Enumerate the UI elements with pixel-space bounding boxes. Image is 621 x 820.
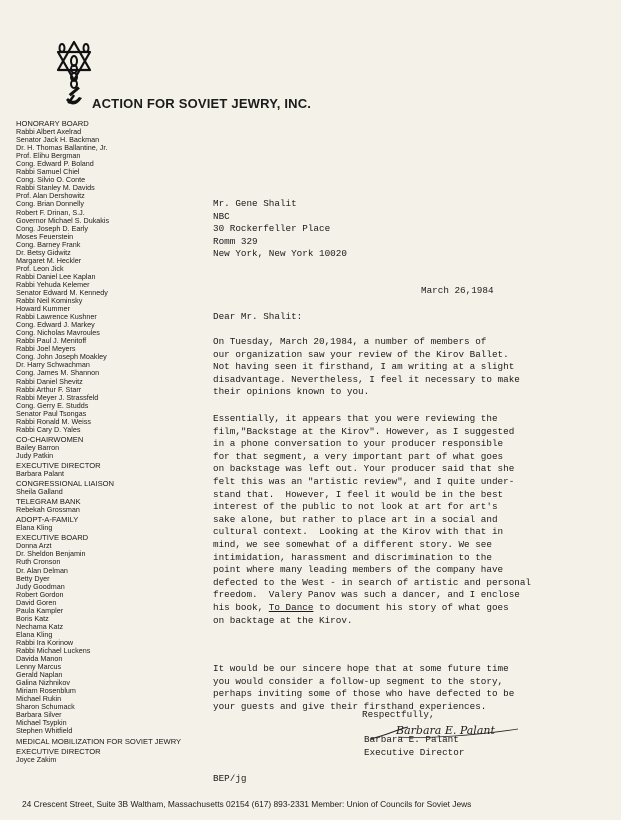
sidebar-section-heading: EXECUTIVE DIRECTOR (16, 460, 101, 470)
sidebar-member-name: Rabbi Meyer J. Strassfeld (16, 392, 99, 402)
sidebar-member-name: Margaret M. Heckler (16, 255, 82, 265)
sidebar-section-heading: CO-CHAIRWOMEN (16, 434, 84, 444)
board-member-sidebar (16, 118, 182, 764)
sidebar-member-name: Rabbi Paul J. Menitoff (16, 336, 87, 346)
paragraph-line: cultural context. Looking at the Kirov with that in (213, 526, 504, 538)
letter-date: March 26,1984 (421, 285, 494, 296)
typist-initials: BEP/jg (213, 773, 247, 784)
sidebar-section-heading: TELEGRAM BANK (16, 497, 81, 507)
sidebar-member-name: Barbara Palant (16, 469, 64, 479)
sidebar-member-name: Cong. Brian Donnelly (16, 199, 84, 209)
sidebar-member-name: Betty Dyer (16, 573, 50, 583)
sidebar-member-name: Rabbi Arthur F. Starr (16, 384, 82, 394)
paragraph-line: sake alone, but rather to place art in a social and (213, 513, 498, 525)
sidebar-member-name: Cong. Edward J. Markey (16, 320, 95, 330)
sidebar-section-heading: MEDICAL MOBILIZATION FOR SOVIET JEWRY (16, 736, 182, 746)
sidebar-member-name: Stephen Whitfield (16, 726, 73, 736)
sidebar-member-name: Prof. Alan Dershowitz (16, 191, 85, 201)
sidebar-member-name: Ruth Cronson (16, 557, 61, 567)
paragraph-2 (213, 413, 531, 627)
sidebar-member-name: Sharon Schumack (16, 702, 75, 712)
paragraph-line: stand that. However, I feel it would be in the best (213, 488, 504, 500)
sidebar-member-name: Rabbi Lawrence Kushner (16, 312, 97, 322)
paragraph-line: film,"Backstage at the Kirov". However, as I suggested (213, 425, 515, 437)
sidebar-member-name: Cong. Joseph D. Early (16, 223, 88, 233)
paragraph-line: defected to the West - in search of artistic and personal (213, 576, 532, 588)
sidebar-member-name: Donna Arzt (16, 541, 52, 551)
salutation: Dear Mr. Shalit: (213, 311, 303, 322)
sidebar-member-name: Galina Nizhnikov (16, 678, 70, 688)
sidebar-member-name: Senator Edward M. Kennedy (16, 287, 108, 297)
sidebar-member-name: Dr. Harry Schwachman (16, 360, 90, 370)
sidebar-member-name: Rabbi Daniel Shevitz (16, 376, 83, 386)
paragraph-line: your guests and give their firsthand experiences. (213, 700, 487, 712)
sidebar-member-name: Rabbi Joel Meyers (16, 344, 76, 354)
paragraph-line: point where many leading members of the company have (213, 564, 504, 576)
recipient-line: 30 Rockerfeller Place (213, 223, 331, 235)
handwritten-signature (368, 717, 528, 743)
book-title: To Dance (268, 601, 314, 613)
sidebar-member-name: Sheila Galland (16, 487, 63, 497)
paragraph-line: Essentially, it appears that you were reviewing the (213, 413, 498, 424)
paragraph-line: their opinions known to you. (213, 386, 370, 398)
paragraph-2-book-line: his book, To Dance to document his story of what goes (213, 601, 509, 613)
sidebar-member-name: Governor Michael S. Dukakis (16, 215, 110, 225)
signature-text: Barbara E. Palant (396, 724, 495, 737)
sidebar-member-name: Bailey Barron (16, 442, 60, 452)
paragraph-line: in a phone conversation to your producer responsible (213, 438, 504, 450)
sidebar-member-name: Rabbi Samuel Chiel (16, 167, 80, 177)
closing: Respectfully, (362, 709, 435, 720)
sidebar-member-name: Rabbi Stanley M. Davids (16, 183, 95, 193)
paragraph-line: perhaps inviting some of those who have defected to be (213, 688, 515, 700)
paragraph-line: On Tuesday, March 20,1984, a number of members of (213, 336, 487, 347)
recipient-line: Mr. Gene Shalit (213, 198, 297, 209)
sidebar-member-name: Senator Paul Tsongas (16, 408, 87, 418)
sidebar-member-name: Michael Tsypkin (16, 718, 67, 728)
paragraph-line: mind, we see somewhat of a different story. We see (213, 538, 492, 550)
sidebar-member-name: Rabbi Michael Luckens (16, 646, 91, 655)
sidebar-member-name: Moses Feuerstein (16, 231, 74, 241)
paragraph-line: felt this was an "artistic review", and I quite under- (213, 475, 515, 487)
sidebar-section-heading: ADOPT-A-FAMILY (16, 515, 79, 525)
sidebar-member-name: Dr. Betsy Gidwitz (16, 247, 71, 257)
paragraph-3 (213, 663, 514, 713)
sidebar-member-name: Elana Kling (16, 629, 53, 639)
sidebar-section-heading: CONGRESSIONAL LIAISON (16, 479, 115, 489)
paragraph-line: you would consider a follow-up segment to the story, (213, 675, 504, 687)
sidebar-member-name: Robert Gordon (16, 589, 64, 599)
sidebar-member-name: Boris Katz (16, 613, 49, 623)
recipient-line: New York, New York 10020 (213, 248, 347, 260)
sidebar-member-name: Prof. Elihu Bergman (16, 151, 81, 161)
sidebar-member-name: Howard Kummer (16, 304, 70, 314)
sidebar-member-name: Cong. Edward P. Boland (16, 159, 94, 169)
paragraph-line: our organization saw your review of the Kirov Ballet. (213, 348, 509, 360)
signer-name: Barbara E. Palant (364, 734, 459, 746)
sidebar-member-name: Rabbi Yehuda Kelemer (16, 279, 90, 289)
sidebar-member-name: Cong. James M. Shannon (16, 368, 100, 378)
sidebar-section-heading: EXECUTIVE BOARD (16, 533, 89, 543)
sidebar-section-heading: HONORARY BOARD (16, 119, 89, 128)
sidebar-member-name: Senator Jack H. Backman (16, 135, 100, 145)
sidebar-member-name: Nechama Katz (16, 621, 64, 631)
paragraph-line: disadvantage. Nevertheless, I feel it necessary to make (213, 373, 520, 385)
sidebar-member-name: Cong. John Joseph Moakley (16, 352, 107, 362)
paragraph-line: on backstage was left out. Your producer said that she (213, 463, 515, 475)
sidebar-member-name: Rabbi Ira Korinow (16, 637, 74, 647)
star-of-david-chain-logo-icon (50, 38, 98, 110)
sidebar-member-name: Davida Manon (16, 654, 63, 664)
sidebar-member-name: Cong. Barney Frank (16, 239, 81, 249)
sidebar-member-name: Dr. Sheldon Benjamin (16, 549, 86, 559)
paragraph-line: interest of the public to not look at art for art's (213, 501, 498, 513)
paragraph-line: freedom. Valery Panov was such a dancer, and I enclose (213, 589, 520, 601)
sidebar-member-name: Rabbi Albert Axelrad (16, 127, 82, 137)
sidebar-member-name: Miriam Rosenblum (16, 686, 76, 696)
paragraph-line: intimidation, harassment and discrimination to the (213, 551, 492, 563)
sidebar-member-name: Dr. H. Thomas Ballantine, Jr. (16, 143, 108, 153)
paragraph-2-last-line: on backtage at the Kirov. (213, 614, 353, 626)
sidebar-member-name: Rabbi Ronald M. Weiss (16, 416, 91, 426)
sidebar-member-name: Paula Kampler (16, 605, 64, 615)
sidebar-member-name: Barbara Silver (16, 710, 62, 720)
signer-title: Executive Director (364, 746, 465, 758)
paragraph-line: Not having seen it firsthand, I am writing at a slight (213, 361, 515, 373)
sidebar-member-name: Michael Rukin (16, 694, 62, 704)
sidebar-member-name: Judy Patkin (16, 450, 54, 460)
recipient-line: Romm 329 (213, 235, 258, 247)
footer-address: 24 Crescent Street, Suite 3B Waltham, Massachusetts 02154 (617) 893-2331 Member: Union of Councils for Soviet Jews (22, 799, 472, 809)
sidebar-member-name: Robert F. Drinan, S.J. (16, 207, 85, 217)
sidebar-member-name: Rabbi Cary D. Yales (16, 424, 81, 434)
sidebar-member-name: Cong. Nicholas Mavroules (16, 328, 100, 338)
sidebar-member-name: Rabbi Daniel Lee Kaplan (16, 271, 96, 281)
paragraph-line: for that segment, a very important part of what goes (213, 450, 504, 462)
sidebar-member-name: Cong. Gerry E. Studds (16, 400, 89, 410)
sidebar-member-name: Rabbi Neil Kominsky (16, 296, 83, 306)
sidebar-member-name: Gerald Naplan (16, 670, 63, 680)
paragraph-line: It would be our sincere hope that at some future time (213, 663, 509, 674)
sidebar-member-name: Prof. Leon Jick (16, 263, 64, 273)
sidebar-member-name: Dr. Alan Delman (16, 565, 68, 575)
sidebar-member-name: Joyce Zakim (16, 754, 57, 764)
organization-name: ACTION FOR SOVIET JEWRY, INC. (92, 96, 312, 111)
sidebar-member-name: Judy Goodman (16, 581, 65, 591)
sidebar-member-name: Lenny Marcus (16, 662, 62, 672)
paragraph-1 (213, 336, 520, 399)
sidebar-member-name: David Goren (16, 597, 57, 607)
recipient-address (213, 198, 347, 261)
sidebar-section-heading: EXECUTIVE DIRECTOR (16, 746, 101, 756)
sidebar-member-name: Cong. Silvio O. Conte (16, 175, 86, 185)
sidebar-member-name: Elana Kling (16, 523, 53, 533)
sidebar-member-name: Rebekah Grossman (16, 505, 80, 515)
recipient-line: NBC (213, 210, 230, 222)
